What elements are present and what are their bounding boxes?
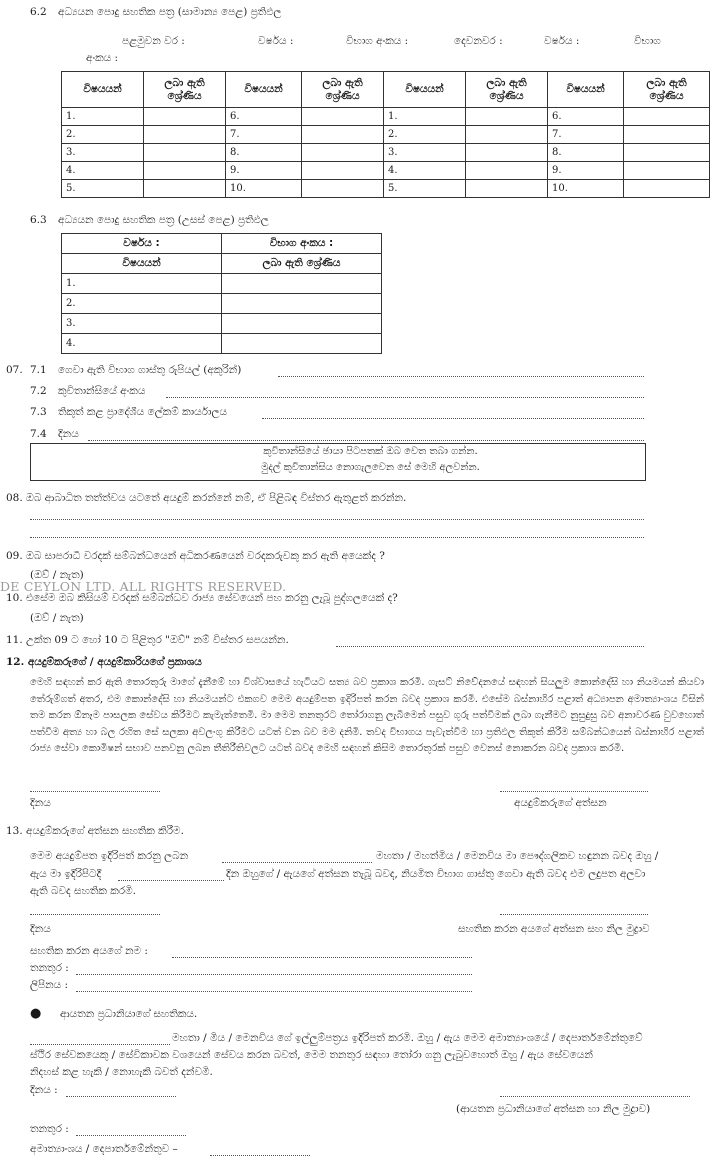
table-cell[interactable] xyxy=(144,144,226,162)
table-cell[interactable] xyxy=(302,162,384,180)
year-label-1: වර්ෂය : xyxy=(258,35,294,47)
head-ministry-label: අමාත්‍යාංශය / දෙපාර්තමේන්තුව – xyxy=(30,1143,178,1155)
section-7-number: 07. xyxy=(6,364,23,376)
exam-number-label-1: විභාග අංකය : xyxy=(346,35,409,47)
cert-line-2b: දින ඔහුගේ / ඇයගේ අත්සන තැබූ බවද, නියමිත විභාග ගාස්තු ගෙවා ඇති බවද එම ලදුපත අලවා xyxy=(226,868,646,880)
cert-line-1b: මහතා / මහත්මිය / මෙනවිය මා පෞද්ගලිකව හඳුනන බවද ඔහු / xyxy=(376,850,659,862)
applicant-signature-label: අයදුම්කරුගේ අත්සන xyxy=(514,797,607,809)
table-cell[interactable]: 6. xyxy=(226,108,302,126)
table-cell[interactable] xyxy=(302,144,384,162)
table-cell[interactable] xyxy=(144,180,226,198)
certifier-name-label: සහතික කරන අයගේ නම : xyxy=(30,945,148,957)
head-cert-date-field[interactable] xyxy=(66,1096,176,1097)
header-grade: ලබා ඇති ශ්‍රේණිය xyxy=(144,72,226,108)
table-cell[interactable]: 1. xyxy=(62,274,222,294)
certifier-address-label: ලිපිනය : xyxy=(30,979,69,991)
header-grade: ලබා ඇති ශ්‍රේණිය xyxy=(302,72,384,108)
table-cell[interactable]: 8. xyxy=(226,144,302,162)
details-field[interactable] xyxy=(336,646,644,647)
certifier-name-field[interactable] xyxy=(172,957,472,958)
item-7-3-number: 7.3 xyxy=(30,406,47,418)
section-6-2-title: අධ්‍යයන පොදු සහතික පත්‍ර (සාමාන්‍ය පෙළ) ප්‍රතිඵල xyxy=(58,6,282,18)
table-cell[interactable]: 2. xyxy=(62,126,144,144)
table-cell[interactable] xyxy=(302,126,384,144)
section-9-text: 09. ඔබ සාපරාධී වරදක් සම්බන්ධයෙන් අධිකරණයෙන් වරදකරුවකු කර ඇති අයෙක්ද ? xyxy=(6,550,385,562)
table-header-row xyxy=(62,72,710,108)
section-11-text: 11. උක්ත 09 ට හෝ 10 ට පිළිතුර "ඔව්" නම් විස්තර සපයන්න. xyxy=(6,634,289,646)
issuing-office-field[interactable] xyxy=(262,418,644,419)
table-cell[interactable] xyxy=(624,108,710,126)
table-cell[interactable]: 6. xyxy=(548,108,624,126)
receipt-number-field[interactable] xyxy=(166,397,644,398)
table-cell[interactable] xyxy=(466,180,548,198)
declaration-date-label: දිනය xyxy=(30,797,51,809)
section-10-options[interactable]: (ඔව් / නැත) xyxy=(30,612,84,624)
receipt-box-line-2: මුදල් කුවිතාන්සිය නොගැලවෙන සේ මෙහි අලවන්න. xyxy=(261,462,480,473)
ol-results-table xyxy=(61,71,710,198)
section-10-text: 10. එසේම ඔබ කිසියම් වරදක් සම්බන්ධව රාජ්‍ය සේවයෙන් පහ කරනු ලැබූ පුද්ගලයෙක් ද? xyxy=(6,592,398,604)
cert-date-label: දිනය xyxy=(30,923,51,935)
table-cell[interactable]: 9. xyxy=(226,162,302,180)
section-6-3-title: අධ්‍යයන පොදු සහතික පත්‍ර (උසස් පෙළ) ප්‍රතිඵල xyxy=(58,214,269,226)
applicant-signature-line[interactable] xyxy=(500,791,648,792)
table-cell[interactable]: 10. xyxy=(226,180,302,198)
head-ministry-field[interactable] xyxy=(210,1155,310,1156)
table-cell[interactable]: 1. xyxy=(62,108,144,126)
date-field[interactable] xyxy=(88,440,644,441)
table-cell[interactable] xyxy=(466,144,548,162)
header-grade: ලබා ඇති ශ්‍රේණිය xyxy=(466,72,548,108)
exam-number-label-2: විභාග xyxy=(634,35,661,47)
header-exam-number: විභාග අංකය : xyxy=(222,234,382,254)
table-row xyxy=(62,162,710,180)
table-cell[interactable] xyxy=(466,108,548,126)
cert-line-2a: ඇය මා ඉදිරිපිටදී xyxy=(30,868,102,880)
table-row xyxy=(62,126,710,144)
fee-amount-field[interactable] xyxy=(278,376,644,377)
table-cell[interactable]: 8. xyxy=(548,144,624,162)
table-cell[interactable] xyxy=(624,144,710,162)
head-signature-line[interactable] xyxy=(500,1096,690,1097)
head-designation-label: තනතුර : xyxy=(30,1123,69,1135)
head-cert-line-1: මහතා / මිය / මෙනවිය ගේ ඉල්ලුම්පත්‍රය ඉදිරිපත් කරමි. ඔහු / ඇය මෙම අමාත්‍යාංශයේ / දෙපාර්තමේන්තුවේ xyxy=(172,1032,643,1044)
table-cell[interactable] xyxy=(624,126,710,144)
certifier-signature-line[interactable] xyxy=(500,914,648,915)
header-subject: විෂයයන් xyxy=(226,72,302,108)
table-row xyxy=(62,274,382,294)
table-cell[interactable] xyxy=(466,126,548,144)
certifier-designation-label: තනතුර : xyxy=(30,962,69,974)
table-row xyxy=(62,108,710,126)
table-cell[interactable] xyxy=(222,314,382,334)
table-cell[interactable]: 7. xyxy=(226,126,302,144)
first-attempt-label: පළමුවන වර : xyxy=(122,35,185,47)
table-header-row xyxy=(62,234,382,254)
certifier-address-field[interactable] xyxy=(76,991,472,992)
head-designation-field[interactable] xyxy=(76,1135,186,1136)
table-cell[interactable]: 5. xyxy=(384,180,466,198)
table-cell[interactable]: 3. xyxy=(384,144,466,162)
header-subject: විෂයයන් xyxy=(384,72,466,108)
header-subject: විෂයයන් xyxy=(62,72,144,108)
item-7-2-label: කුවිතාන්සියේ අංකය xyxy=(58,385,146,397)
certifier-designation-field[interactable] xyxy=(76,974,472,975)
item-7-2-number: 7.2 xyxy=(30,385,47,397)
table-cell[interactable] xyxy=(624,162,710,180)
item-7-1-number: 7.1 xyxy=(30,364,47,376)
item-7-3-label: තිකුත් කළ ප්‍රාදේශීය ලේකම් කාර්යාලය xyxy=(58,406,228,418)
header-grade: ලබා ඇති ශ්‍රේණිය xyxy=(222,254,382,274)
receipt-box-line-1: කුවිතාන්සියේ ඡායා පිටපතක් ඔබ වෙත තබා ගන්න. xyxy=(263,446,478,457)
item-7-4-number: 7.4 xyxy=(30,428,47,440)
disability-details-line[interactable] xyxy=(30,537,644,538)
table-row xyxy=(62,314,382,334)
applicant-name-field[interactable] xyxy=(222,862,372,863)
second-attempt-label: දෙවනවර : xyxy=(454,35,503,47)
section-9-options[interactable]: (ඔව් / නැත) xyxy=(30,569,84,581)
head-cert-name-field[interactable] xyxy=(30,1044,170,1045)
table-cell[interactable] xyxy=(222,274,382,294)
section-8-text: 08. ඔබ ආබාධිත තත්ත්වය යටතේ අයදුම් කරන්නේ නම්, ඒ පිළිබඳ විස්තර ඇතුළත් කරන්න. xyxy=(6,492,407,504)
certifier-signature-label: සහතික කරන අයගේ අත්සන සහ නිල මුද්‍රාව xyxy=(458,923,650,935)
table-cell[interactable]: 9. xyxy=(548,162,624,180)
table-row xyxy=(62,144,710,162)
table-cell[interactable]: 3. xyxy=(62,144,144,162)
table-cell[interactable] xyxy=(144,108,226,126)
bullet-icon: ● xyxy=(30,1006,42,1021)
number-label: අංකය : xyxy=(86,52,119,64)
table-cell[interactable] xyxy=(222,294,382,314)
section-6-2-number: 6.2 xyxy=(30,6,47,18)
table-cell[interactable]: 2. xyxy=(384,126,466,144)
table-cell[interactable]: 7. xyxy=(548,126,624,144)
table-cell[interactable] xyxy=(466,162,548,180)
table-cell[interactable]: 10. xyxy=(548,180,624,198)
table-cell[interactable]: 4. xyxy=(62,162,144,180)
cert-date-line[interactable] xyxy=(30,914,160,915)
table-row xyxy=(62,294,382,314)
table-cell[interactable]: 4. xyxy=(62,334,222,354)
table-cell[interactable]: 4. xyxy=(384,162,466,180)
table-cell[interactable]: 5. xyxy=(62,180,144,198)
head-signature-label: (ආයතන ප්‍රධානියාගේ අත්සන හා නිල මුද්‍රාව) xyxy=(456,1103,651,1115)
table-row xyxy=(62,180,710,198)
watermark-text: DE CEYLON LTD. ALL RIGHTS RESERVED. xyxy=(0,579,287,594)
section-6-3-number: 6.3 xyxy=(30,214,47,226)
signing-date-field[interactable] xyxy=(118,880,224,881)
declaration-date-line[interactable] xyxy=(30,791,160,792)
table-cell[interactable] xyxy=(624,180,710,198)
item-7-4-label: දිනය xyxy=(58,428,79,440)
item-7-1-label: ගෙවා ඇති විභාග ගාස්තු රුපියල් (අකුරින්) xyxy=(58,364,242,376)
table-header-row xyxy=(62,254,382,274)
table-cell[interactable]: 1. xyxy=(384,108,466,126)
declaration-paragraph: මෙහි සඳහන් කර ඇති තොරතුරු මාගේ දැනීමේ හා විශ්වාසයේ හැටියට සත්‍ය බව ප්‍රකාශ කරමි. ගැසට් නිවේදනයේ සඳහන් සියලුම කොන්දේසි හා නියමයන් කියවා තේරුම්ගත් අතර, එම කොන්දේසි හා නියමයන්ට එකගව මෙම අයදුම්පත ඉදිරිපත් කරන බවද ප්‍රකාශ කරමි. එසේම බස්නාහිර පළාත් අධ්‍යාපන අමාත්‍යාංශය විසින් තම කරන ඕනෑම පාසලක සේවය කිරීමට කැමැත්තෙමි. මා මෙම තනතුරට තෝරාගනු ලැබීමෙන් පසුව ගුරු පත්වීමක් ලබා ගැනීමට නුසුදුසු බව අනාවරණ වුවහොත් පත්වීම අත්‍ය හා බල රහිත සේ සලකා අවලංගු කිරීමට යටත් වන බව මම දනිමි. තවද විභාගය පැවැත්වීම හා ප්‍රතිඵල තිකුත් කිරීම සම්බන්ධයෙන් බස්නාහිර පළාත් රාජ්‍ය සේවා කොමිෂන් සභාව පනවනු ලබන තීතිරීතිවලට යටත් බවද මෙහි සඳහන් කිසිම තොරතුරක් පසුව වෙනස් නොකරන බවද ප්‍රකාශ කරමි. xyxy=(30,677,704,754)
table-cell[interactable] xyxy=(302,180,384,198)
table-cell[interactable]: 3. xyxy=(62,314,222,334)
header-year: වර්ෂය : xyxy=(62,234,222,254)
year-label-2: වර්ෂය : xyxy=(544,35,580,47)
section-13-title: 13. අයදුම්කරුගේ අත්සන සහතික කිරීම. xyxy=(6,825,184,837)
head-cert-date-label: දිනය : xyxy=(30,1084,58,1096)
cert-line-3: ඇති බවද සහතික කරමි. xyxy=(30,885,136,897)
head-cert-title: ආයතන ප්‍රධානියාගේ සහතිකය. xyxy=(60,1008,198,1020)
head-cert-line-2: ස්ථිර සේවකයෙකු / සේවිකාවක වශයෙන් සේවය කරන බවත්, මෙම තනතුර සඳහා තෝරා ගනු ලැබුවහොත් ඔහු / ඇය සේවයෙන් xyxy=(30,1049,593,1061)
section-12-title: 12. අයදුම්කරුගේ / අයදුම්කාරියගේ ප්‍රකාශය xyxy=(6,656,202,668)
table-cell[interactable] xyxy=(144,162,226,180)
cert-line-1a: මෙම අයදුම්පත ඉදිරිපත් කරනු ලබන xyxy=(30,850,189,862)
table-cell[interactable]: 2. xyxy=(62,294,222,314)
disability-details-line[interactable] xyxy=(30,519,644,520)
header-subject: විෂයයන් xyxy=(62,254,222,274)
table-cell[interactable] xyxy=(302,108,384,126)
table-cell[interactable] xyxy=(144,126,226,144)
head-cert-line-3: නිදහස් කළ හැකි / නොහැකි බවත් දන්වමි. xyxy=(30,1066,213,1078)
table-cell[interactable] xyxy=(222,334,382,354)
table-row xyxy=(62,334,382,354)
al-results-table xyxy=(61,233,382,354)
header-subject: විෂයයන් xyxy=(548,72,624,108)
header-grade: ලබා ඇති ශ්‍රේණිය xyxy=(624,72,710,108)
